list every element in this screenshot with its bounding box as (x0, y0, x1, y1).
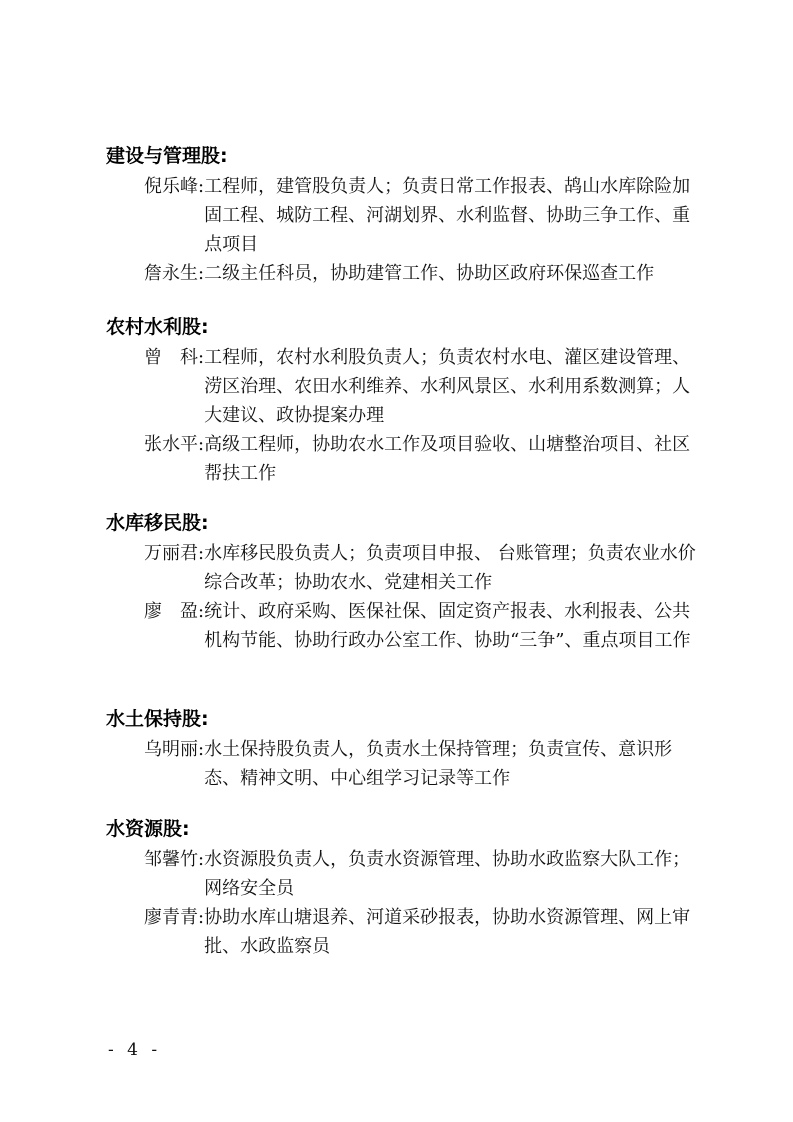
section-soil-water-conservation (106, 706, 706, 793)
section-heading: 建设与管理股: (106, 145, 228, 167)
staff-entry (144, 430, 706, 488)
staff-duties: 水资源股负责人，负责水资源管理、协助水政监察大队工作；网络安全员 (204, 849, 691, 899)
staff-duties: 协助水库山塘退养、河道采砂报表，协助水资源管理、网上审批、水政监察员 (204, 907, 691, 957)
section-heading: 水资源股: (106, 818, 190, 840)
section-heading: 水库移民股: (106, 512, 209, 534)
staff-name: 曾 科: (144, 347, 205, 368)
page-number: - 4 - (108, 1040, 162, 1060)
staff-duties: 统计、政府采购、医保社保、固定资产报表、水利报表、公共机构节能、协助行政办公室工作、协助“三争”、重点项目工作 (204, 601, 691, 651)
section-water-resources (106, 816, 706, 961)
section-heading: 农村水利股: (106, 316, 209, 338)
staff-name: 廖 盈: (144, 601, 205, 622)
staff-entry (144, 172, 706, 259)
section-reservoir-resettlement (106, 510, 706, 655)
staff-entry (144, 597, 706, 655)
staff-duties: 水土保持股负责人，负责水土保持管理；负责宣传、意识形态、精神文明、中心组学习记录等工作 (204, 739, 673, 789)
staff-name: 乌明丽: (144, 739, 205, 760)
staff-name: 张水平: (144, 434, 205, 455)
staff-duties: 工程师，农村水利股负责人；负责农村水电、灌区建设管理、涝区治理、农田水利维养、水利风景区、水利用系数测算；人大建议、政协提案办理 (204, 347, 691, 426)
staff-entry (144, 259, 706, 288)
staff-entry (144, 903, 706, 961)
section-heading: 水土保持股: (106, 708, 209, 730)
staff-name: 万丽君: (144, 543, 205, 564)
staff-entry (144, 343, 706, 430)
staff-duties: 工程师，建管股负责人；负责日常工作报表、鸪山水库除险加固工程、城防工程、河湖划界、水利监督、协助三争工作、重点项目 (204, 176, 691, 255)
staff-name: 倪乐峰: (144, 176, 205, 197)
staff-duties: 二级主任科员，协助建管工作、协助区政府环保巡查工作 (204, 263, 655, 284)
staff-duties: 水库移民股负责人；负责项目申报、 台账管理；负责农业水价综合改革；协助农水、党建相关工作 (204, 543, 696, 593)
staff-name: 詹永生: (144, 263, 205, 284)
staff-entry (144, 735, 706, 793)
staff-duties: 高级工程师，协助农水工作及项目验收、山塘整治项目、社区帮扶工作 (204, 434, 691, 484)
staff-name: 廖青青: (144, 907, 205, 928)
staff-entry (144, 539, 706, 597)
staff-name: 邹馨竹: (144, 849, 205, 870)
staff-entry (144, 845, 706, 903)
section-rural-water (106, 314, 706, 488)
section-construction-management (106, 143, 706, 288)
